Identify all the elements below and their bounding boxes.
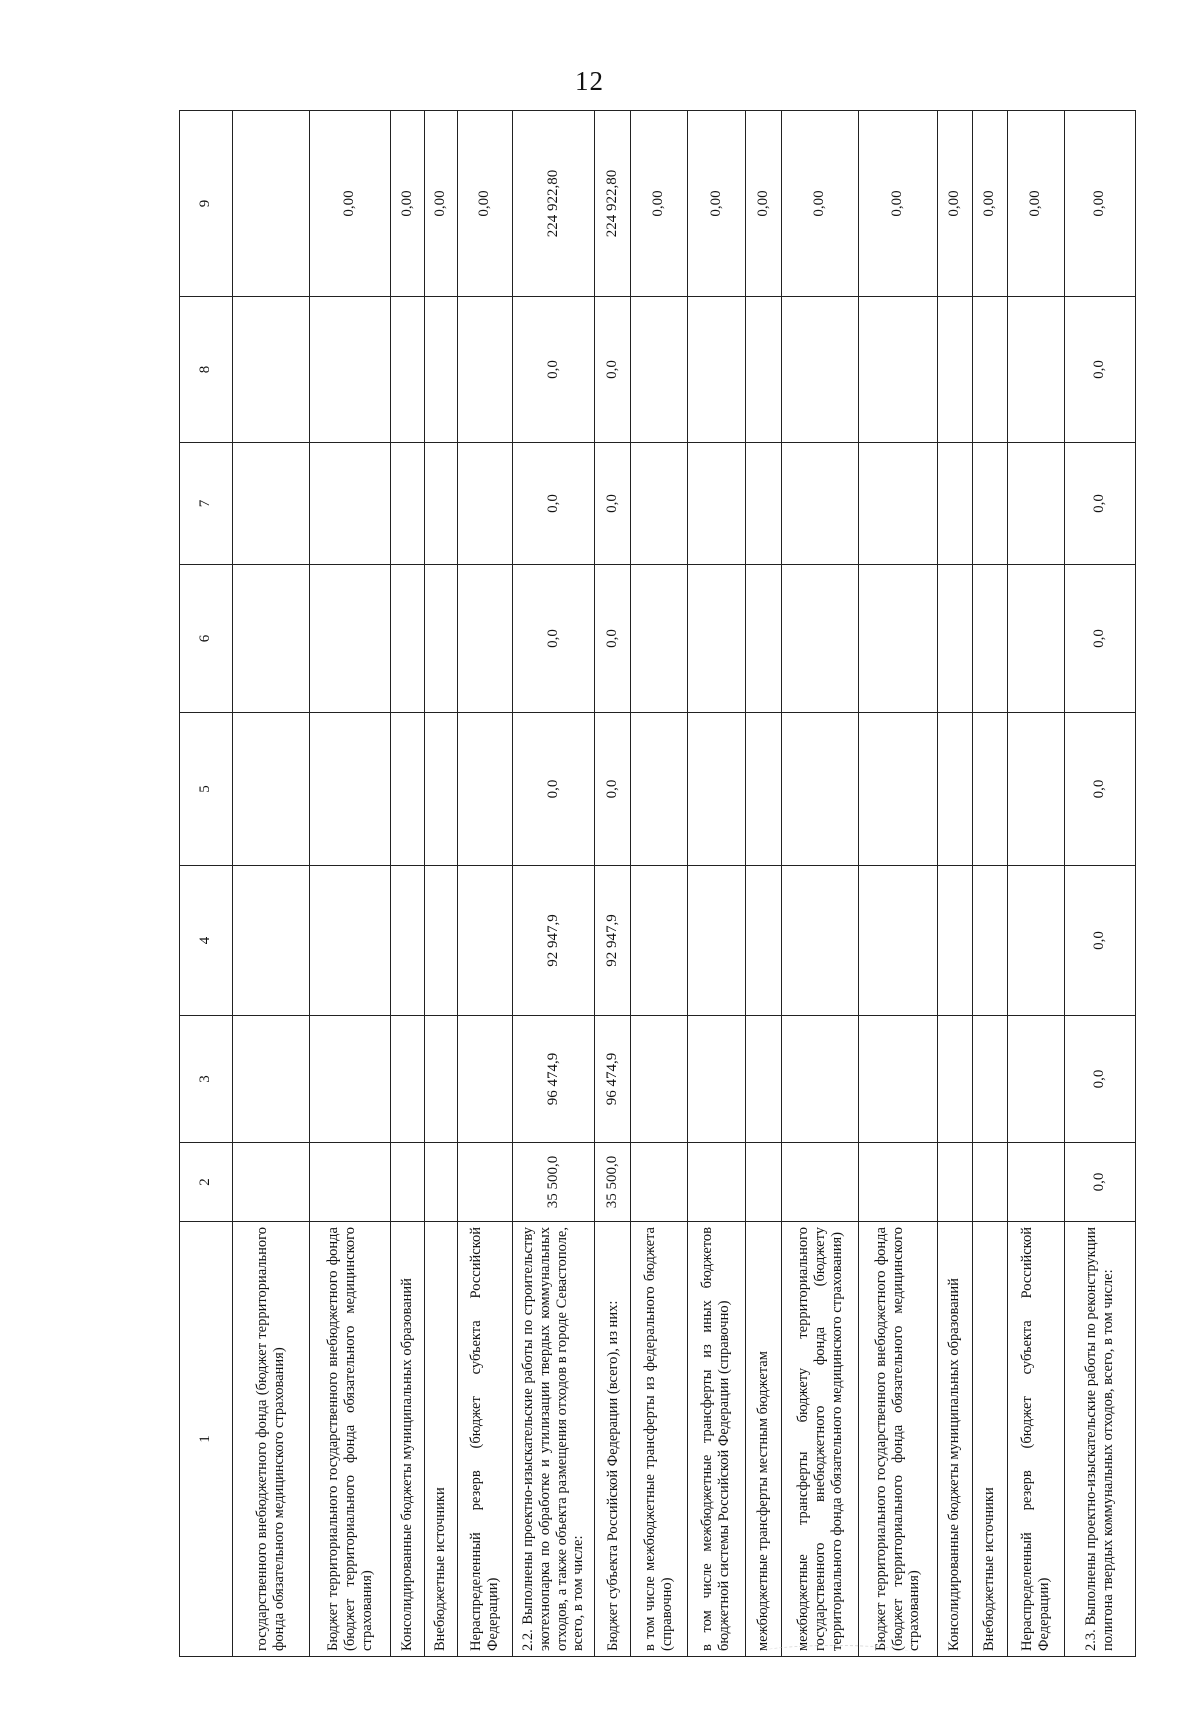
cell-value — [745, 713, 781, 866]
cell-value: 0,0 — [1064, 1016, 1135, 1143]
cell-value — [457, 1143, 512, 1222]
table-row — [781, 111, 858, 1657]
cell-value — [859, 1143, 937, 1222]
row-label: государственного внебюджетного фонда (бюджет территориального фонда обязательного медицинского страхования) — [233, 1222, 310, 1657]
column-header: 2 — [180, 1143, 233, 1222]
cell-value — [937, 713, 972, 866]
cell-value: 0,00 — [745, 111, 781, 297]
cell-value: 0,0 — [1064, 1143, 1135, 1222]
row-label: Бюджет территориального государственного внебюджетного фонда (бюджет территориального фонда обязательного медицинского страхования) — [310, 1222, 391, 1657]
cell-value: 0,00 — [390, 111, 424, 297]
cell-value: 0,00 — [859, 111, 937, 297]
cell-value: 0,0 — [1064, 866, 1135, 1016]
column-header: 7 — [180, 443, 233, 565]
cell-value — [424, 565, 457, 713]
cell-value: 0,0 — [595, 565, 631, 713]
column-header: 8 — [180, 297, 233, 443]
column-header: 3 — [180, 1016, 233, 1143]
cell-value — [781, 1016, 858, 1143]
cell-value — [687, 443, 745, 565]
cell-value — [1007, 713, 1064, 866]
cell-value — [972, 443, 1007, 565]
cell-value — [859, 443, 937, 565]
cell-value — [631, 565, 687, 713]
cell-value — [937, 443, 972, 565]
column-header: 6 — [180, 565, 233, 713]
cell-value: 0,0 — [1064, 297, 1135, 443]
cell-value — [310, 1016, 391, 1143]
cell-value: 92 947,9 — [595, 866, 631, 1016]
cell-value — [937, 1143, 972, 1222]
cell-value — [310, 297, 391, 443]
column-header: 9 — [180, 111, 233, 297]
cell-value — [390, 713, 424, 866]
cell-value — [310, 1143, 391, 1222]
cell-value — [390, 1143, 424, 1222]
cell-value — [457, 297, 512, 443]
cell-value — [310, 713, 391, 866]
cell-value — [972, 1143, 1007, 1222]
cell-value: 92 947,9 — [512, 866, 595, 1016]
cell-value: 0,0 — [595, 443, 631, 565]
cell-value — [781, 866, 858, 1016]
cell-value — [424, 1143, 457, 1222]
cell-value — [390, 565, 424, 713]
cell-value — [972, 297, 1007, 443]
table-row — [687, 111, 745, 1657]
cell-value — [687, 713, 745, 866]
cell-value — [457, 866, 512, 1016]
cell-value — [972, 866, 1007, 1016]
table-row — [631, 111, 687, 1657]
cell-value — [745, 1143, 781, 1222]
row-label: Внебюджетные источники — [972, 1222, 1007, 1657]
cell-value: 0,00 — [972, 111, 1007, 297]
cell-value — [745, 565, 781, 713]
cell-value — [233, 1143, 310, 1222]
cell-value: 0,00 — [1007, 111, 1064, 297]
table-row — [457, 111, 512, 1657]
cell-value: 35 500,0 — [512, 1143, 595, 1222]
cell-value — [687, 1016, 745, 1143]
cell-value: 96 474,9 — [595, 1016, 631, 1143]
cell-value — [859, 1016, 937, 1143]
cell-value — [859, 866, 937, 1016]
cell-value: 0,00 — [1064, 111, 1135, 297]
cell-value — [1007, 1016, 1064, 1143]
cell-value — [972, 565, 1007, 713]
cell-value — [1007, 443, 1064, 565]
column-header: 5 — [180, 713, 233, 866]
cell-value: 224 922,80 — [595, 111, 631, 297]
row-label: Бюджет территориального государственного внебюджетного фонда (бюджет территориального фонда обязательного медицинского страхования) — [859, 1222, 937, 1657]
row-label: межбюджетные трансферты местным бюджетам — [745, 1222, 781, 1657]
column-header: 4 — [180, 866, 233, 1016]
cell-value — [424, 866, 457, 1016]
cell-value — [233, 111, 310, 297]
cell-value — [631, 866, 687, 1016]
cell-value — [1007, 565, 1064, 713]
cell-value: 0,0 — [512, 297, 595, 443]
cell-value — [631, 297, 687, 443]
table-row — [972, 111, 1007, 1657]
scan-artifact — [760, 1645, 910, 1660]
cell-value — [457, 713, 512, 866]
cell-value — [781, 565, 858, 713]
cell-value: 0,0 — [512, 713, 595, 866]
cell-value — [745, 297, 781, 443]
cell-value: 96 474,9 — [512, 1016, 595, 1143]
table-row — [745, 111, 781, 1657]
cell-value: 0,0 — [595, 297, 631, 443]
cell-value: 0,00 — [781, 111, 858, 297]
row-label: Бюджет субъекта Российской Федерации (всего), из них: — [595, 1222, 631, 1657]
cell-value: 0,0 — [1064, 443, 1135, 565]
cell-value — [781, 297, 858, 443]
cell-value — [390, 297, 424, 443]
row-label: Нераспределенный резерв (бюджет субъекта Российской Федерации) — [1007, 1222, 1064, 1657]
cell-value — [1007, 1143, 1064, 1222]
cell-value: 0,00 — [631, 111, 687, 297]
cell-value: 0,0 — [1064, 565, 1135, 713]
budget-table — [179, 110, 1136, 1657]
cell-value — [687, 565, 745, 713]
cell-value — [424, 443, 457, 565]
table-body — [233, 111, 1136, 1657]
cell-value: 224 922,80 — [512, 111, 595, 297]
cell-value — [310, 443, 391, 565]
cell-value — [457, 565, 512, 713]
cell-value — [390, 443, 424, 565]
cell-value — [937, 297, 972, 443]
row-label: в том числе межбюджетные трансферты из иных бюджетов бюджетной системы Российской Федерации (справочно) — [687, 1222, 745, 1657]
cell-value — [781, 1143, 858, 1222]
cell-value — [972, 1016, 1007, 1143]
page-number: 12 — [575, 66, 604, 96]
cell-value — [233, 866, 310, 1016]
cell-value: 0,0 — [1064, 713, 1135, 866]
cell-value — [631, 1016, 687, 1143]
row-label: в том числе межбюджетные трансферты из федерального бюджета (справочно) — [631, 1222, 687, 1657]
row-label: Консолидированные бюджеты муниципальных образований — [390, 1222, 424, 1657]
cell-value — [687, 866, 745, 1016]
row-label: 2.3. Выполнены проектно-изыскательские работы по реконструкции полигона твердых коммунальных отходов, всего, в том числе: — [1064, 1222, 1135, 1657]
table-row — [1064, 111, 1135, 1657]
cell-value: 0,00 — [457, 111, 512, 297]
cell-value — [745, 443, 781, 565]
cell-value — [631, 713, 687, 866]
cell-value — [390, 1016, 424, 1143]
cell-value — [390, 866, 424, 1016]
column-number-row — [180, 111, 233, 1657]
table-row — [390, 111, 424, 1657]
cell-value — [233, 565, 310, 713]
cell-value — [631, 443, 687, 565]
cell-value — [233, 297, 310, 443]
row-label: Консолидированные бюджеты муниципальных образований — [937, 1222, 972, 1657]
row-label: Внебюджетные источники — [424, 1222, 457, 1657]
cell-value — [457, 443, 512, 565]
cell-value — [687, 1143, 745, 1222]
cell-value — [1007, 297, 1064, 443]
cell-value — [745, 866, 781, 1016]
column-header: 1 — [180, 1222, 233, 1657]
table-row — [424, 111, 457, 1657]
cell-value: 0,00 — [310, 111, 391, 297]
cell-value: 0,00 — [424, 111, 457, 297]
cell-value — [859, 565, 937, 713]
cell-value — [745, 1016, 781, 1143]
cell-value — [781, 443, 858, 565]
cell-value — [859, 713, 937, 866]
cell-value — [233, 713, 310, 866]
cell-value — [1007, 866, 1064, 1016]
cell-value — [310, 565, 391, 713]
cell-value: 35 500,0 — [595, 1143, 631, 1222]
cell-value — [937, 1016, 972, 1143]
row-label: 2.2. Выполнены проектно-изыскательские работы по строительству экотехнопарка по обработке и утилизации твердых коммунальных отходов, а также объекта размещения отходов в городе Севастополе, всего, в том числе: — [512, 1222, 595, 1657]
cell-value — [457, 1016, 512, 1143]
cell-value — [631, 1143, 687, 1222]
cell-value — [233, 1016, 310, 1143]
table-row — [595, 111, 631, 1657]
cell-value — [687, 297, 745, 443]
cell-value — [233, 443, 310, 565]
cell-value — [424, 1016, 457, 1143]
table-row — [859, 111, 937, 1657]
rotated-table-wrapper — [179, 111, 1136, 1657]
table-row — [233, 111, 310, 1657]
cell-value — [972, 713, 1007, 866]
cell-value — [859, 297, 937, 443]
table-row — [512, 111, 595, 1657]
cell-value — [937, 866, 972, 1016]
cell-value — [781, 713, 858, 866]
cell-value — [937, 565, 972, 713]
cell-value: 0,00 — [687, 111, 745, 297]
row-label: межбюджетные трансферты бюджету территориального государственного внебюджетного фонда (бюджету территориального фонда обязательного медицинского страхования) — [781, 1222, 858, 1657]
cell-value: 0,0 — [595, 713, 631, 866]
cell-value — [424, 713, 457, 866]
table-row — [937, 111, 972, 1657]
cell-value: 0,0 — [512, 443, 595, 565]
cell-value: 0,0 — [512, 565, 595, 713]
table-row — [310, 111, 391, 1657]
row-label: Нераспределенный резерв (бюджет субъекта Российской Федерации) — [457, 1222, 512, 1657]
cell-value — [424, 297, 457, 443]
table-row — [1007, 111, 1064, 1657]
cell-value — [310, 866, 391, 1016]
cell-value: 0,00 — [937, 111, 972, 297]
